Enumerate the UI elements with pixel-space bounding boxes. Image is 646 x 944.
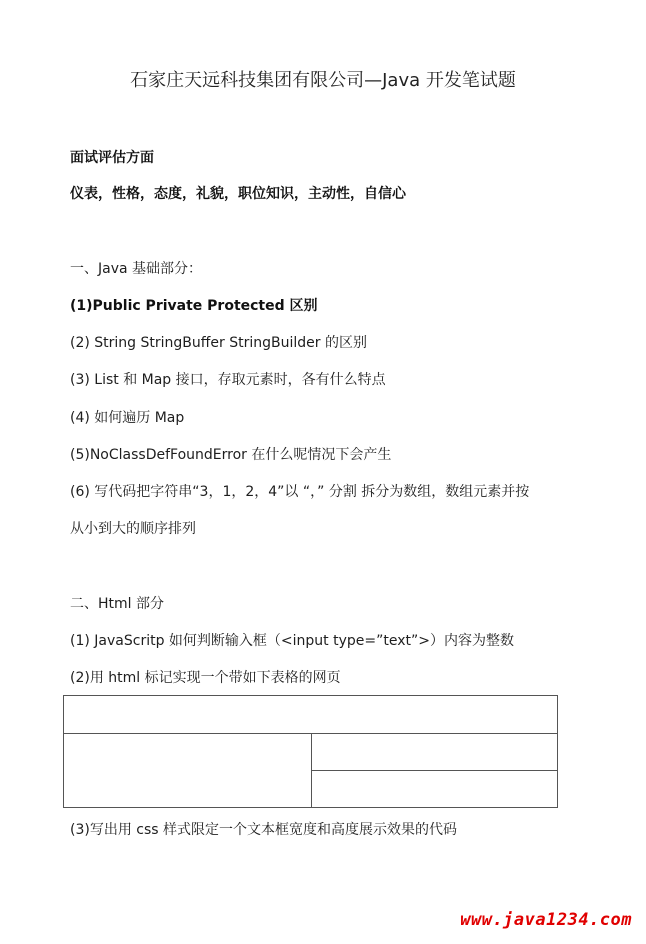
java-section-heading: 一、Java 基础部分： — [70, 261, 203, 277]
table-cell-top — [64, 696, 557, 734]
java-question-4: (4) 如何遍历 Map — [70, 410, 185, 426]
java-question-6-line-1: (6) 写代码把字符串“3，1，2，4”以 “，” 分割 拆分为数组，数组元素并按 — [70, 484, 530, 500]
java-question-6-line-2: 从小到大的顺序排列 — [70, 521, 196, 537]
sample-table-diagram — [63, 695, 558, 808]
assessment-heading: 面试评估方面 — [70, 150, 154, 166]
watermark: www.java1234.com — [460, 910, 632, 930]
java-question-5: (5)NoClassDefFoundError 在什么呢情况下会产生 — [70, 447, 392, 463]
html-question-1: (1) JavaScritp 如何判断输入框（<input type=”text”>）内容为整数 — [70, 633, 514, 649]
table-cell-right-bottom — [312, 771, 557, 807]
assessment-items: 仪表，性格，态度，礼貌，职位知识，主动性，自信心 — [70, 186, 406, 202]
html-question-3: (3)写出用 css 样式限定一个文本框宽度和高度展示效果的代码 — [70, 822, 458, 838]
table-cell-left — [64, 734, 312, 807]
java-question-2: (2) String StringBuffer StringBuilder 的区别 — [70, 335, 367, 351]
table-cell-right-top — [312, 734, 557, 771]
document-title: 石家庄天远科技集团有限公司—Java 开发笔试题 — [130, 70, 516, 91]
java-question-1: (1)Public Private Protected 区别 — [70, 298, 318, 314]
html-section-heading: 二、Html 部分 — [70, 596, 164, 612]
html-question-2: (2)用 html 标记实现一个带如下表格的网页 — [70, 670, 341, 686]
java-question-3: (3) List 和 Map 接口，存取元素时，各有什么特点 — [70, 372, 386, 388]
